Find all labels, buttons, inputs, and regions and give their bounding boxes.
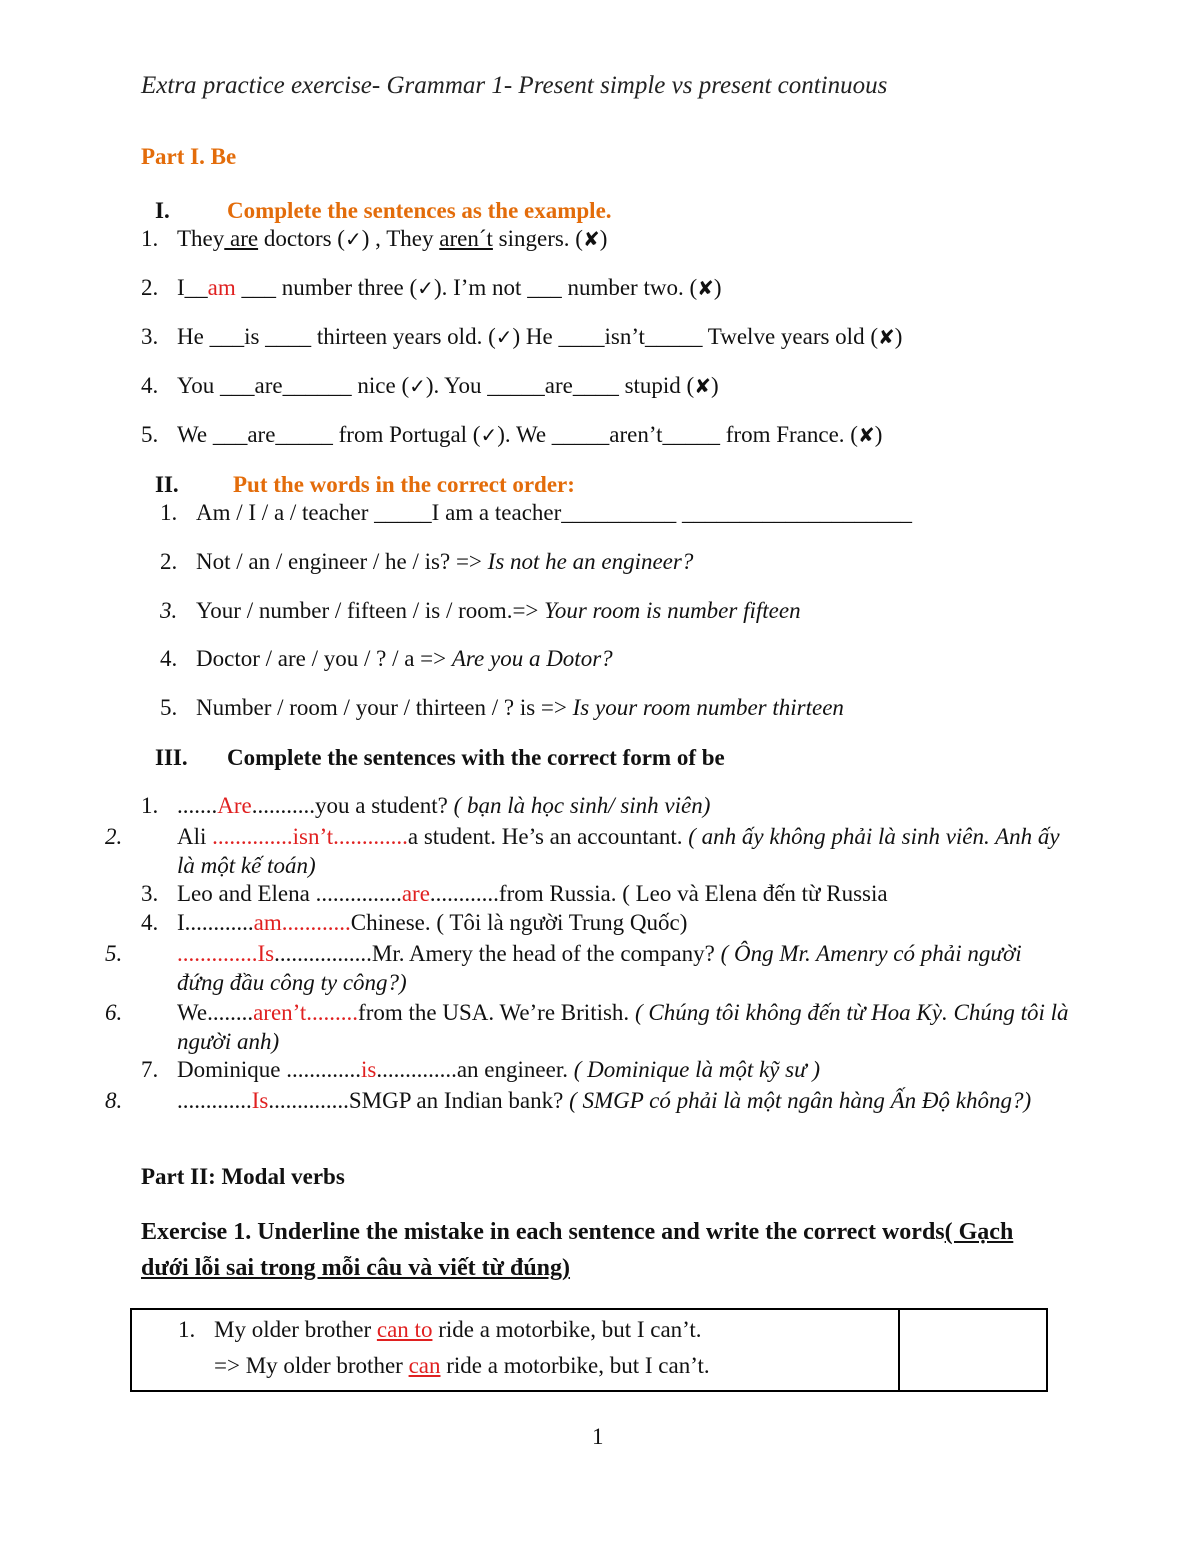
sec2-item-1 bbox=[160, 500, 912, 526]
text: I............ bbox=[177, 910, 254, 935]
translation: ( Tôi là người Trung Quốc) bbox=[436, 910, 688, 935]
sec2-item-5 bbox=[160, 695, 844, 721]
text: ) bbox=[713, 275, 722, 300]
text: Chinese. bbox=[350, 910, 437, 935]
check-icon: ✓ bbox=[417, 276, 434, 300]
page-number: 1 bbox=[592, 1424, 604, 1449]
cross-icon: ✘ bbox=[857, 423, 875, 447]
answer-red: ..............isn’t............. bbox=[212, 824, 408, 849]
section2-roman: II. bbox=[155, 472, 179, 497]
question-text: Am / I / a / teacher _____I am a teacher__________ ____________________ bbox=[196, 500, 913, 525]
corrected-sentence bbox=[178, 1348, 898, 1384]
item-number: 4. bbox=[160, 646, 178, 671]
answer-red: aren’t......... bbox=[253, 1000, 359, 1025]
text: doctors ( bbox=[258, 226, 345, 251]
sec3-item-5 bbox=[105, 939, 1072, 997]
question-text: Not / an / engineer / he / is? => bbox=[196, 549, 488, 574]
answer-underlined: aren´t bbox=[439, 226, 493, 251]
text: ___ number three ( bbox=[235, 275, 418, 300]
text: Dominique ............. bbox=[177, 1057, 361, 1082]
exercise1-title-vn: ( Gạch dưới lỗi sai trong mỗi câu và viết từ đúng) bbox=[141, 1219, 1014, 1281]
question-text: Your / number / fifteen / is / room.=> bbox=[196, 598, 545, 623]
text: ...........you a student? bbox=[251, 793, 454, 818]
section2-heading-text: Put the words in the correct order: bbox=[233, 472, 575, 497]
item-number: 5. bbox=[141, 422, 159, 447]
text: You ___are______ nice ( bbox=[177, 373, 410, 398]
sec3-item-4 bbox=[141, 910, 687, 936]
item-number: 1. bbox=[178, 1317, 196, 1342]
sec1-item-5 bbox=[141, 422, 882, 448]
sec3-item-7 bbox=[141, 1057, 820, 1083]
item-number: 4. bbox=[141, 910, 159, 935]
item-number: 6. bbox=[105, 1000, 123, 1025]
text: ). We _____aren’t_____ from France. ( bbox=[497, 422, 858, 447]
text: ). You _____are____ stupid ( bbox=[425, 373, 695, 398]
section1-roman: I. bbox=[155, 198, 170, 223]
text: They bbox=[177, 226, 225, 251]
sec3-item-2 bbox=[105, 822, 1072, 880]
text: singers. ( bbox=[492, 226, 583, 251]
sentence-cell bbox=[131, 1309, 899, 1391]
sec2-item-4 bbox=[160, 646, 613, 672]
text: Ali bbox=[177, 824, 213, 849]
item-number: 5. bbox=[105, 941, 123, 966]
mistake-underlined: can to bbox=[376, 1317, 433, 1342]
sec1-item-4 bbox=[141, 373, 719, 399]
text: ). I’m not ___ number two. ( bbox=[433, 275, 698, 300]
item-number: 1. bbox=[141, 793, 159, 818]
answer-red: Is bbox=[251, 1088, 269, 1113]
translation: ( anh ấy không phải là sinh viên. Anh ấy là một kế toán) bbox=[177, 824, 1060, 878]
translation: ( Chúng tôi không đến từ Hoa Kỳ. Chúng tôi là người anh) bbox=[177, 1000, 1069, 1054]
correction-underlined: can bbox=[408, 1353, 441, 1378]
answer-red: am............ bbox=[253, 910, 351, 935]
exercise1-title-text: Exercise 1. Underline the mistake in each sentence and write the correct words bbox=[141, 1219, 945, 1245]
answer-text: Are you a Dotor? bbox=[451, 646, 613, 671]
text: We ___are_____ from Portugal ( bbox=[177, 422, 481, 447]
sec2-item-3 bbox=[160, 598, 801, 624]
item-number: 5. bbox=[160, 695, 178, 720]
answer-text: Is not he an engineer? bbox=[487, 549, 694, 574]
text: ....... bbox=[177, 793, 218, 818]
answer-red: am bbox=[207, 275, 236, 300]
document-title: Extra practice exercise- Grammar 1- Present simple vs present continuous bbox=[141, 72, 888, 99]
translation: ( bạn là học sinh/ sinh viên) bbox=[453, 793, 711, 818]
sec3-item-1 bbox=[141, 793, 710, 819]
section1-heading bbox=[155, 198, 612, 224]
item-number: 3. bbox=[141, 881, 159, 906]
section3-roman: III. bbox=[155, 745, 188, 770]
sec3-item-8 bbox=[105, 1086, 1072, 1115]
question-text: Number / room / your / thirteen / ? is => bbox=[196, 695, 573, 720]
answer-cell[interactable] bbox=[899, 1309, 1047, 1391]
text: ) , They bbox=[361, 226, 440, 251]
part2-title: Part II: Modal verbs bbox=[141, 1164, 345, 1189]
answer-red: are bbox=[401, 881, 430, 906]
text: ............from Russia. bbox=[429, 881, 623, 906]
item-number: 2. bbox=[141, 275, 159, 300]
text: ) bbox=[874, 422, 883, 447]
sec2-item-2 bbox=[160, 549, 693, 575]
item-number: 1. bbox=[141, 226, 159, 251]
text: from the USA. We’re British. bbox=[358, 1000, 635, 1025]
wrong-sentence bbox=[178, 1312, 898, 1348]
cross-icon: ✘ bbox=[877, 325, 895, 349]
question-text: Doctor / are / you / ? / a => bbox=[196, 646, 452, 671]
answer-text: Is your room number thirteen bbox=[572, 695, 844, 720]
mistake-table bbox=[130, 1308, 1048, 1392]
item-number: 4. bbox=[141, 373, 159, 398]
text: a student. He’s an accountant. bbox=[407, 824, 689, 849]
text: ............. bbox=[177, 1088, 252, 1113]
answer-red: is bbox=[361, 1057, 377, 1082]
text: => My older brother bbox=[214, 1353, 409, 1378]
item-number: 3. bbox=[160, 598, 178, 623]
cross-icon: ✘ bbox=[697, 276, 714, 300]
translation: ( Ông Mr. Amenry có phải người đứng đầu công ty công?) bbox=[177, 941, 1022, 995]
cross-icon: ✘ bbox=[694, 374, 711, 398]
section3-heading-text: Complete the sentences with the correct form of be bbox=[227, 745, 725, 770]
sec3-item-3 bbox=[141, 881, 888, 907]
table-row bbox=[131, 1309, 1047, 1391]
text: I__ bbox=[177, 275, 208, 300]
answer-underlined: are bbox=[224, 226, 259, 251]
check-icon: ✓ bbox=[495, 325, 513, 349]
cross-icon: ✘ bbox=[582, 227, 600, 251]
item-number: 2. bbox=[105, 824, 123, 849]
answer-text: Your room is number fifteen bbox=[544, 598, 801, 623]
section2-heading bbox=[155, 472, 575, 498]
translation: ( SMGP có phải là một ngân hàng Ấn Độ không?) bbox=[569, 1088, 1032, 1113]
item-number: 1. bbox=[160, 500, 178, 525]
item-number: 8. bbox=[105, 1088, 123, 1113]
answer-red: Are bbox=[217, 793, 252, 818]
exercise1-title bbox=[141, 1214, 1041, 1286]
translation: ( Leo và Elena đến từ Russia bbox=[622, 881, 888, 906]
sec1-item-2 bbox=[141, 275, 722, 301]
sec1-item-3 bbox=[141, 324, 902, 350]
sec3-item-6 bbox=[105, 998, 1072, 1056]
item-number: 7. bbox=[141, 1057, 159, 1082]
section3-heading bbox=[155, 745, 725, 771]
translation: ( Dominique là một kỹ sư ) bbox=[573, 1057, 821, 1082]
check-icon: ✓ bbox=[409, 374, 426, 398]
check-icon: ✓ bbox=[480, 423, 498, 447]
text: ) bbox=[599, 226, 608, 251]
text: He ___is ____ thirteen years old. ( bbox=[177, 324, 496, 349]
text: We........ bbox=[177, 1000, 254, 1025]
check-icon: ✓ bbox=[344, 227, 362, 251]
text: .................Mr. Amery the head of the company? bbox=[274, 941, 721, 966]
part1-title: Part I. Be bbox=[141, 144, 237, 169]
text: ..............SMGP an Indian bank? bbox=[268, 1088, 570, 1113]
item-number: 2. bbox=[160, 549, 178, 574]
text: Leo and Elena ............... bbox=[177, 881, 402, 906]
text: ride a motorbike, but I can’t. bbox=[432, 1317, 702, 1342]
section1-heading-text: Complete the sentences as the example. bbox=[227, 198, 612, 223]
sec1-item-1 bbox=[141, 226, 607, 252]
text: ..............an engineer. bbox=[376, 1057, 574, 1082]
answer-red: ..............Is bbox=[177, 941, 275, 966]
text: My older brother bbox=[214, 1317, 377, 1342]
text: ) He ____isn’t_____ Twelve years old ( bbox=[512, 324, 878, 349]
text: ride a motorbike, but I can’t. bbox=[440, 1353, 710, 1378]
text: ) bbox=[894, 324, 903, 349]
text: ) bbox=[710, 373, 719, 398]
item-number: 3. bbox=[141, 324, 159, 349]
